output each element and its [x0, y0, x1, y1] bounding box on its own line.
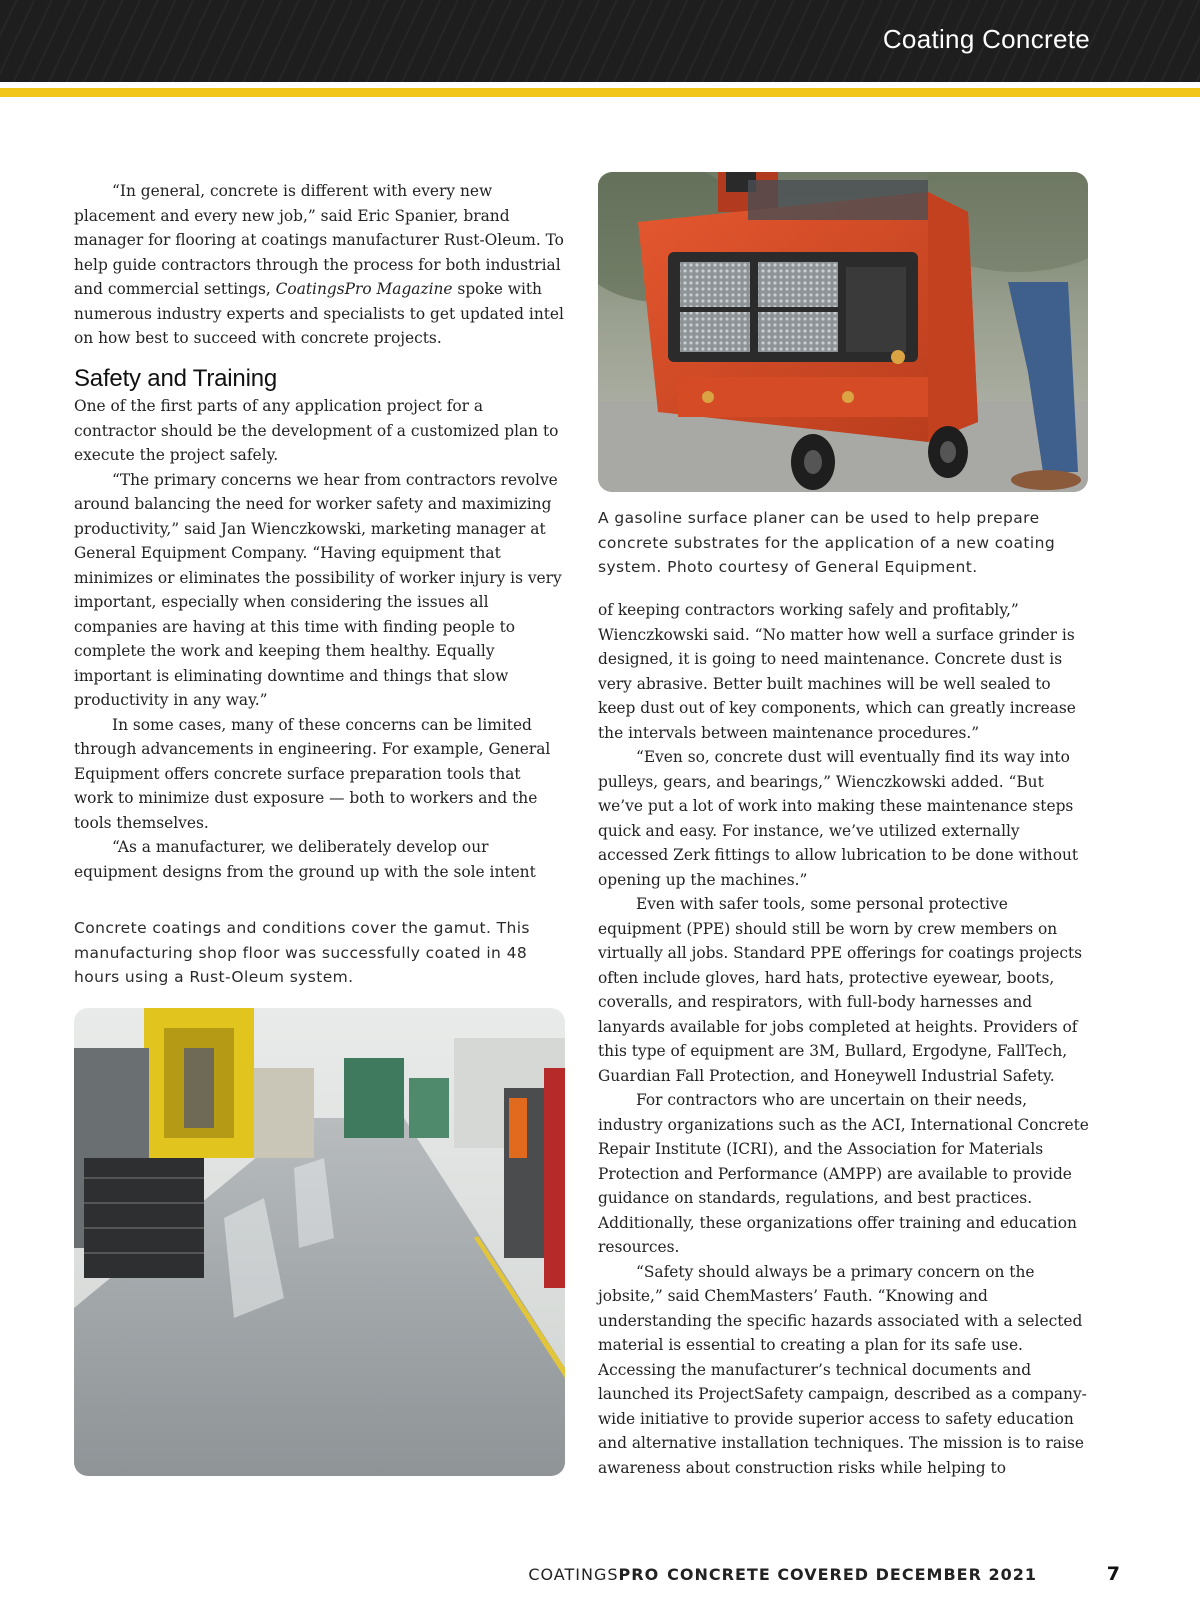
issue-label: CONCRETE COVERED DECEMBER 2021 [667, 1565, 1037, 1584]
section-heading: Safety and Training [74, 364, 278, 392]
page-footer [0, 1565, 1200, 1589]
paragraph: “As a manufacturer, we deliberately develop our equipment designs from the ground up with the sole intent [74, 838, 536, 881]
page-number: 7 [1106, 1563, 1120, 1585]
section-title: Coating Concrete [882, 24, 1090, 54]
paragraph: “The primary concerns we hear from contractors revolve around balancing the need for worker safety and maximizing productivity,” said Jan Wienczkowski, marketing manager at General Equipment Company. “Having equipment that minimizes or eliminates the possibility of worker injury is very important, especially when considering the issues all companies are having at this time with finding people to complete the work and keeping them healthy. Equally important is eliminating downtime and things that slow productivity in any way.” [74, 470, 562, 709]
paragraph: In some cases, many of these concerns can be limited through advancements in engineering. For example, General Equipment offers concrete surface preparation tools that work to minimize dust exposure — both to workers and the tools themselves. [74, 715, 551, 832]
gasoline-surface-planer-photo [598, 172, 1088, 492]
paragraph: of keeping contractors working safely and profitably,” Wienczkowski said. “No matter how well a surface grinder is designed, it is going to need maintenance. Concrete dust is very abrasive. Better built machines will be well sealed to keep dust out of key components, which can greatly increase the intervals between maintenance procedures.” [598, 601, 1076, 742]
photo-caption: A gasoline surface planer can be used to help prepare concrete substrates for the application of a new coating system. Photo courtesy of General Equipment. [598, 509, 1056, 576]
brand-bold: PRO [618, 1565, 660, 1584]
magazine-name: CoatingsPro Magazine [275, 280, 453, 298]
paragraph: One of the first parts of any application project for a contractor should be the development of a customized plan to execute the project safely. [74, 397, 559, 464]
coated-shop-floor-photo [74, 1008, 565, 1476]
page-header [0, 0, 1200, 82]
photo-caption: Concrete coatings and conditions cover the gamut. This manufacturing shop floor was successfully coated in 48 hours using a Rust-Oleum system. [74, 919, 530, 986]
brand-light: COATINGS [528, 1565, 619, 1584]
header-accent-bar [0, 88, 1200, 97]
paragraph: Even with safer tools, some personal protective equipment (PPE) should still be worn by crew members on virtually all jobs. Standard PPE offerings for coatings projects often include gloves, hard hats, protective eyewear, boots, coveralls, and respirators, with full-body harnesses and lanyards available for jobs completed at heights. Providers of this type of equipment are 3M, Bullard, Ergodyne, FallTech, Guardian Fall Protection, and Honeywell Industrial Safety. [598, 895, 1083, 1085]
paragraph: “In general, concrete is different with every new placement and every new job,” said Eric Spanier, brand manager for flooring at coatings manufacturer Rust-Oleum. To help guide contractors through the process for both industrial and commercial settings, CoatingsPro Magazine spoke with numerous industry experts and specialists to get updated intel on how best to succeed with concrete projects. [74, 182, 564, 347]
paragraph: For contractors who are uncertain on their needs, industry organizations such as the ACI, International Concrete Repair Institute (ICRI), and the Association for Materials Protection and Performance (AMPP) are available to provide guidance on standards, regulations, and best practices. Additionally, these organizations offer training and education resources. [598, 1091, 1089, 1256]
paragraph: “Safety should always be a primary concern on the jobsite,” said ChemMasters’ Fauth. “Knowing and understanding the specific hazards associated with a selected material is essential to creating a plan for its safe use. Accessing the manufacturer’s technical documents and launched its ProjectSafety campaign, described as a company-wide initiative to provide superior access to safety education and alternative installation techniques. The mission is to raise awareness about construction risks while helping to [598, 1262, 1087, 1477]
footer-publication [528, 1565, 1037, 1584]
right-column [598, 598, 1092, 1480]
left-column [74, 179, 564, 884]
paragraph: “Even so, concrete dust will eventually find its way into pulleys, gears, and bearings,” Wienczkowski added. “But we’ve put a lot of work into making these maintenance steps quick and easy. For instance, we’ve utilized externally accessed Zerk fittings to allow lubrication to be done without opening up the machines.” [598, 748, 1079, 889]
